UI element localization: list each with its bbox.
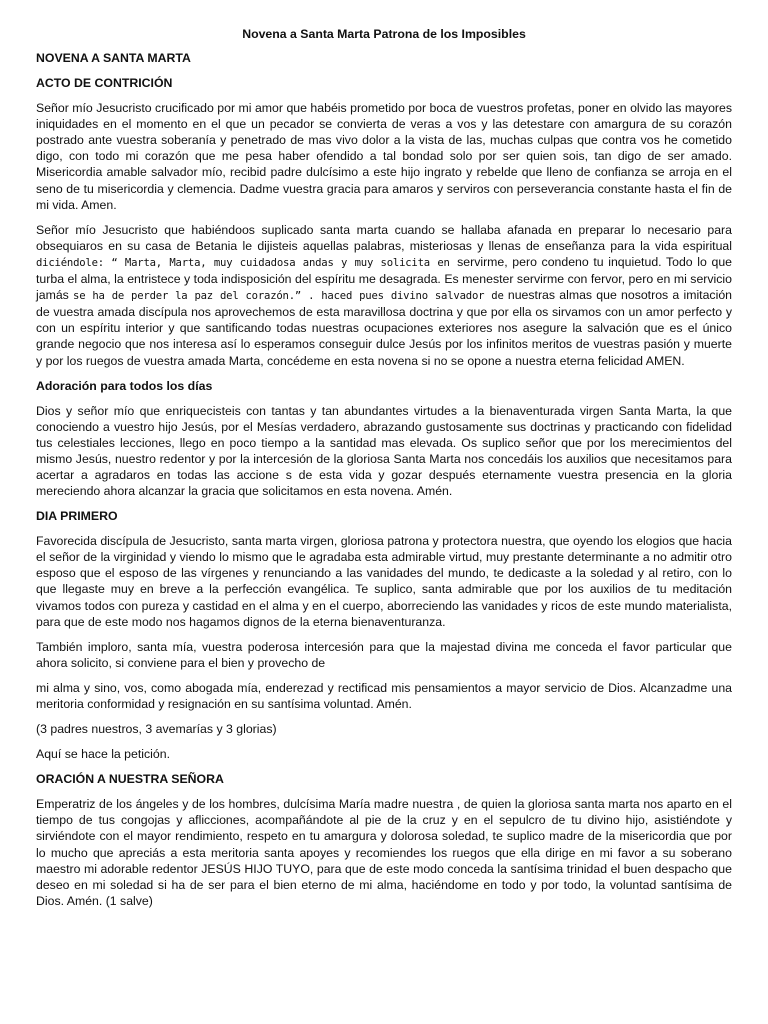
paragraph-padres-nuestros: (3 padres nuestros, 3 avemarías y 3 glorias) [36, 722, 277, 737]
heading-novena: NOVENA A SANTA MARTA [36, 51, 191, 66]
paragraph-alma: mi alma y sino, vos, como abogada mía, enderezad y rectificad mis pensamientos a mayor servicio de Dios. Alcanzadme una meritoria conformidad y resignación en su santísima voluntad. Amén. [36, 680, 732, 711]
paragraph-dia-primero: Favorecida discípula de Jesucristo, santa marta virgen, gloriosa patrona y protectora nuestra, que oyendo los elogios que hacia el señor de la virginidad y viendo lo mismo que le agradaba esta admirable virtud, muy prestante determinante a no admitir otro esposo que el esposo de las vírgenes y renunciando a las vanidades del mundo, te dedicaste a la soledad y al retiro, con lo que llegaste muy en breve a la perfección evangélica. Te suplico, santa admirable que por los auxilios de tu meditación vivamos todos con pureza y castidad en el alma y en el cuerpo, aborreciendo las vanidades y ricos de este mundo materialista, para que de este modo nos hagamos dignos de la eterna bienaventuranza. [36, 534, 732, 629]
paragraph-imploro: También imploro, santa mía, vuestra poderosa intercesión para que la majestad divina me conceda el favor particular que ahora solicito, si conviene para el bien y provecho de [36, 639, 732, 670]
paragraph-oracion-senora: Emperatriz de los ángeles y de los hombres, dulcísima María madre nuestra , de quien la gloriosa santa marta nos aparto en el tiempo de tus congojas y aflicciones, acompañándote al pie de la cruz y en el sepulcro de tu divino hijo, asistiéndote y sirviéndote con el mayor rendimiento, respeto en tu amargura y dolorosa soledad, te suplico madre de la misericordia que por lo mucho que apreciás a esta meritoria santa apoyes y recomiendes los ruegos que ella dirige en mi favor a su soberano maestro mi adorable redentor JESÚS HIJO TUYO, para que de este modo conceda la santísima trinidad el buen despacho que deseo en mi soledad si ha de ser para el bien eterno de mi alma, haciéndome en todo y por todo, la voluntad santísima de Dios. Amén. (1 salve) [36, 797, 732, 908]
paragraph-adoracion: Dios y señor mío que enriquecisteis con tantas y tan abundantes virtudes a la bienaventurada virgen Santa Marta, la que conociendo a vuestro hijo Jesús, por el Mesías verdadero, abrazando gustosamente sus doctrinas y practicando con fidelidad tus celestiales lecciones, llego en poco tiempo a la santidad mas elevada. Os suplico señor que por los merecimientos del mismo Jesús, nuestro redentor y por la intercesión de la gloriosa Santa Marta nos concedáis los auxilios que necesitamos para acertar a agradaros en todas las accione s de esta vida y gozar después eternamente vuestra presencia en la gloria mereciendo ahora alcanzar la gracia que solicitamos en esta novena. Amén. [36, 403, 732, 499]
heading-dia-primero: DIA PRIMERO [36, 509, 118, 524]
paragraph-betania-quote2: se ha de perder la paz del corazón.” . haced pues divino salvador de [73, 290, 504, 303]
paragraph-betania [36, 222, 732, 369]
heading-oracion-senora: ORACIÓN A NUESTRA SEÑORA [36, 772, 224, 787]
document-title: Novena a Santa Marta Patrona de los Imposibles [242, 27, 526, 41]
paragraph-betania-part3: nuestras almas que nosotros a imitación de vuestra amada discípula nos aprovechemos de esta maravillosa doctrina y que por ella os sirvamos con un amor perfecto y con un espíritu interior y que santificando todas nuestras ocupaciones exteriores nos asegure la salvación que es el único grande negocio que nos interesa así lo esperamos conseguir dulce Jesús por los infinitos meritos de vuestras pasión y muerte y por los ruegos de vuestra amada Marta, concédeme en esta novena si no se opone a nuestra eterna felicidad AMEN. [36, 288, 732, 368]
paragraph-betania-quote1: diciéndole: “ Marta, Marta, muy cuidadosa andas y muy solicita en [36, 256, 458, 269]
heading-adoracion: Adoración para todos los días [36, 378, 213, 393]
paragraph-betania-part1: Señor mío Jesucristo que habiéndoos suplicado santa marta cuando se hallaba afanada en preparar lo necesario para obsequiaros en su casa de Betania le dijisteis aquellas palabras, misteriosas y llenas de enseñanza para la vida espiritual [36, 222, 732, 253]
heading-acto-contricion: ACTO DE CONTRICIÓN [36, 76, 173, 91]
paragraph-betania-part2: servirme, pero condeno tu inquietud. Todo lo que turba el alma, la entristece y toda indisposición del espíritu me desagrada. Es menester servirme con fervor, pero en mi servicio jamás [36, 254, 732, 303]
paragraph-peticion: Aquí se hace la petición. [36, 747, 170, 762]
paragraph-contricion: Señor mío Jesucristo crucificado por mi amor que habéis prometido por boca de vuestros profetas, poner en olvido las mayores iniquidades en el momento en el que un pecador se convierta de veras a vos y las detestare con amargura de su corazón postrado ante vuestra soberanía y penetrado de mas vivo dolor a la vista de las, muchas culpas que contra vos he cometido digo, con todo mi corazón que me pesa haber ofendido a tal bondad solo por ser quien sois, tan digo de ser amado. Misericordia amable salvador mío, recibid padre dulcísimo a este hijo ingrato y rebelde que lleno de confianza se arroja en el seno de tu misericordia y clemencia. Dadme vuestra gracia para amaros y serviros con perseverancia constante hasta el fin de mi vida. Amen. [36, 101, 732, 212]
